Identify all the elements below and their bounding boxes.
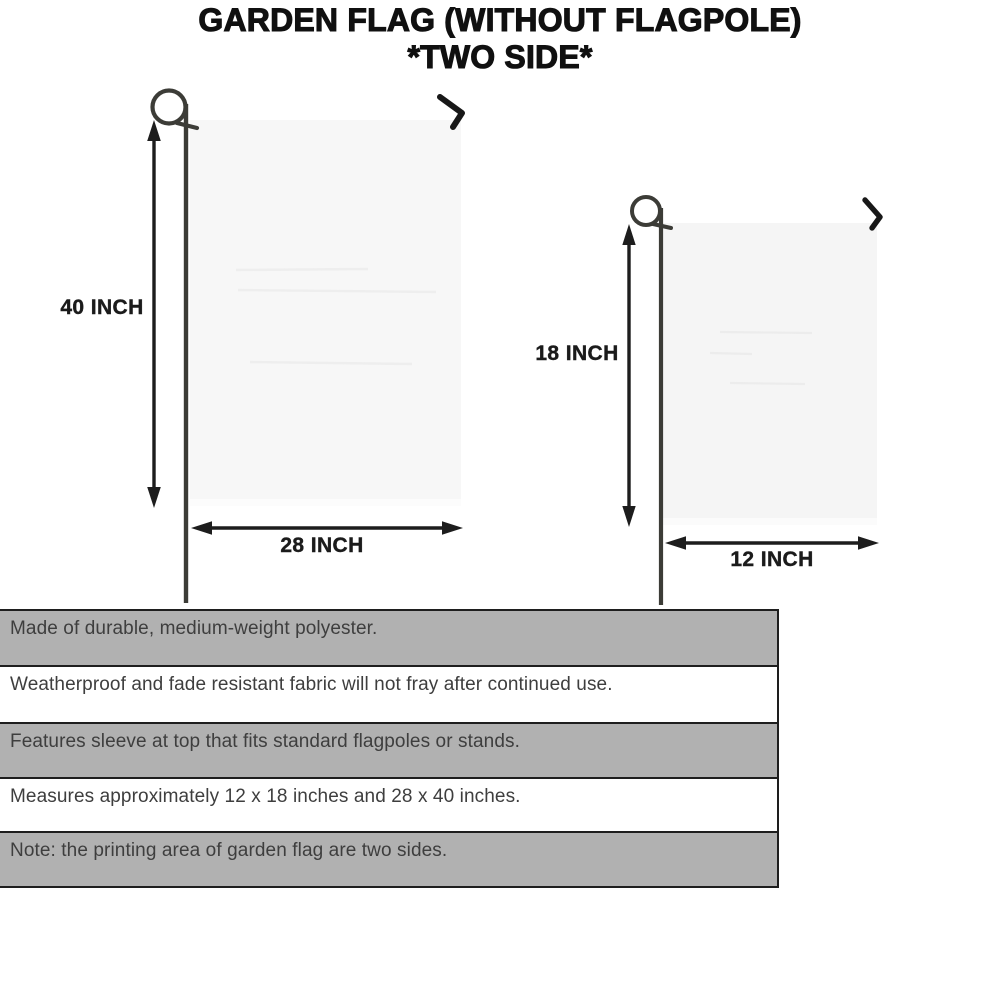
spec-table (0, 609, 779, 888)
small-flag (663, 223, 877, 525)
page-title-line2: *TWO SIDE* (407, 39, 593, 75)
small-height-label: 18 INCH (535, 342, 619, 365)
small-flag-group (622, 197, 880, 605)
large-width-label: 28 INCH (280, 534, 364, 557)
large-width-arrow (191, 521, 463, 535)
small-flag-creases (710, 332, 812, 384)
page-title (0, 2, 1000, 76)
small-height-arrow (622, 224, 635, 527)
spec-row-sleeve: Features sleeve at top that fits standard flagpoles or stands. (0, 722, 777, 777)
large-flag-creases (236, 269, 436, 364)
large-height-label: 40 INCH (60, 296, 144, 319)
large-flag-group (147, 91, 463, 604)
small-flag-hook-icon (865, 200, 880, 228)
spec-row-weatherproof: Weatherproof and fade resistant fabric will not fray after continued use. (0, 665, 777, 722)
large-flag-hook-icon (440, 97, 462, 127)
page-title-line1: GARDEN FLAG (WITHOUT FLAGPOLE) (198, 2, 802, 38)
large-flagpole-loop (153, 91, 186, 124)
large-flag (190, 120, 461, 506)
spec-row-note: Note: the printing area of garden flag are two sides. (0, 831, 777, 886)
spec-row-measures: Measures approximately 12 x 18 inches and 28 x 40 inches. (0, 777, 777, 831)
small-width-label: 12 INCH (730, 548, 814, 571)
spec-row-material: Made of durable, medium-weight polyester. (0, 611, 777, 665)
small-flagpole-loop (632, 197, 660, 225)
